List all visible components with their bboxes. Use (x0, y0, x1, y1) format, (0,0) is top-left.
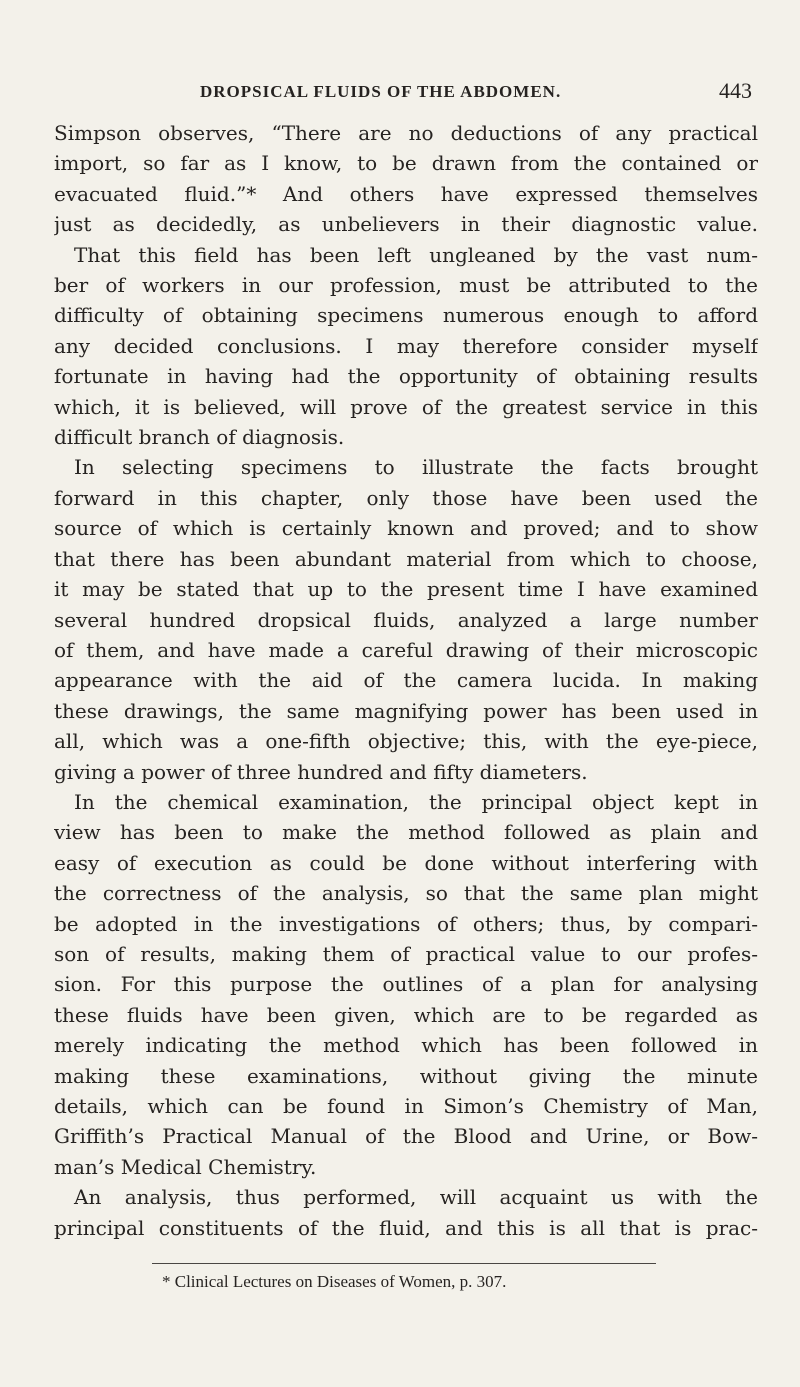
text-line: import, so far as I know, to be drawn from the contained or (54, 151, 758, 176)
text-line: fortunate in having had the opportunity of obtaining results (54, 364, 758, 389)
text-line: of them, and have made a careful drawing of their microscopic (54, 637, 758, 662)
text-line: several hundred dropsical fluids, analyzed a large number (54, 607, 758, 632)
text-line: principal constituents of the fluid, and this is all that is prac- (54, 1215, 758, 1240)
text-line: In selecting specimens to illustrate the facts brought (74, 455, 758, 480)
text-line: difficulty of obtaining specimens numerous enough to afford (54, 303, 758, 328)
text-line: it may be stated that up to the present time I have examined (54, 577, 758, 602)
text-line: Griffith’s Practical Manual of the Blood and Urine, or Bow- (54, 1124, 758, 1149)
text-line: sion. For this purpose the outlines of a plan for analysing (54, 972, 758, 997)
text-line: just as decidedly, as unbelievers in their diagnostic value. (54, 212, 758, 237)
text-line: these drawings, the same magnifying power has been used in (54, 698, 758, 723)
text-line: In the chemical examination, the principal object kept in (74, 789, 758, 814)
text-line: An analysis, thus performed, will acquaint us with the (74, 1185, 758, 1210)
text-line: merely indicating the method which has been followed in (54, 1033, 758, 1058)
text-line: easy of execution as could be done without interfering with (54, 850, 758, 875)
footnote: * Clinical Lectures on Diseases of Women, p. 307. (162, 1272, 507, 1291)
text-line: man’s Medical Chemistry. (54, 1154, 317, 1179)
text-line: evacuated fluid.”* And others have expressed themselves (54, 181, 758, 206)
body-text (54, 118, 758, 1243)
page-number: 443 (719, 78, 752, 103)
text-line: son of results, making them of practical value to our profes- (54, 941, 758, 966)
text-line: which, it is believed, will prove of the greatest service in this (54, 394, 758, 419)
text-line: difficult branch of diagnosis. (54, 425, 345, 450)
text-line: any decided conclusions. I may therefore consider myself (54, 333, 758, 358)
text-line: appearance with the aid of the camera lucida. In making (54, 668, 758, 693)
text-line: Simpson observes, “There are no deductions of any practical (54, 121, 758, 145)
text-line: the correctness of the analysis, so that the same plan might (54, 881, 758, 906)
text-line: making these examinations, without giving the minute (54, 1063, 758, 1088)
text-line: ber of workers in our profession, must be attributed to the (54, 273, 758, 298)
page-header (0, 76, 800, 112)
running-title: DROPSICAL FLUIDS OF THE ABDOMEN. (200, 82, 562, 101)
footnote-divider (152, 1263, 656, 1264)
text-line: these fluids have been given, which are to be regarded as (54, 1002, 758, 1027)
text-line: all, which was a one-fifth objective; this, with the eye-piece, (54, 729, 758, 754)
text-line: be adopted in the investigations of others; thus, by compari- (54, 911, 758, 936)
text-line: details, which can be found in Simon’s Chemistry of Man, (54, 1094, 758, 1118)
text-line: forward in this chapter, only those have been used the (54, 485, 758, 510)
text-line: source of which is certainly known and proved; and to show (54, 516, 758, 541)
text-line: view has been to make the method followed as plain and (54, 820, 758, 845)
text-line: giving a power of three hundred and fifty diameters. (54, 759, 588, 784)
text-line: that there has been abundant material from which to choose, (54, 546, 758, 571)
text-line: That this field has been left ungleaned by the vast num- (74, 242, 758, 267)
